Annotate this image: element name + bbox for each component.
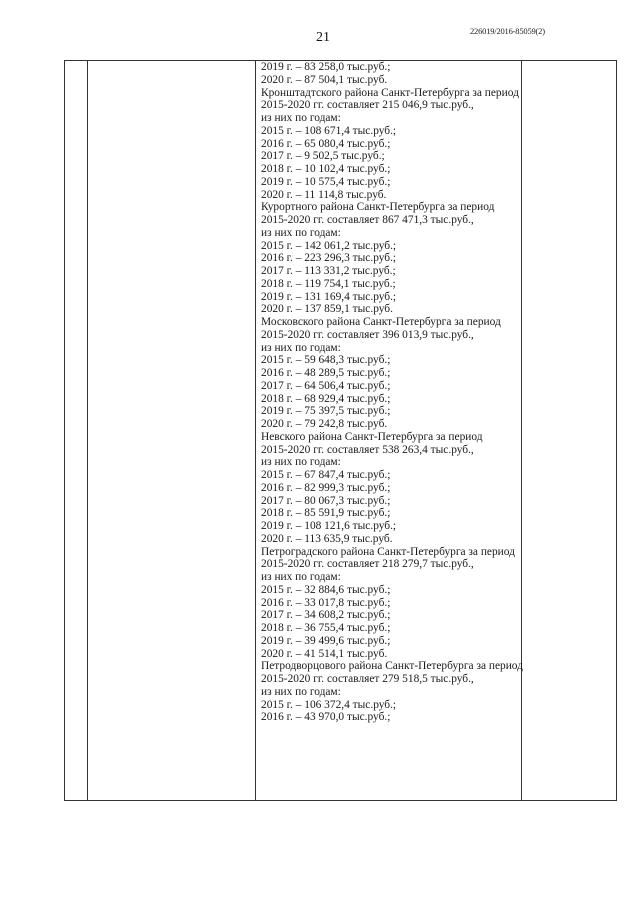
text-line: 2015 г. – 142 061,2 тыс.руб.; [261,239,397,252]
text-line: 2018 г. – 85 591,9 тыс.руб.; [261,507,391,520]
text-line: 2015-2020 гг. составляет 215 046,9 тыс.руб., [261,99,474,112]
text-line: 2019 г. – 131 169,4 тыс.руб.; [261,290,397,303]
text-line: из них по годам: [261,571,341,583]
text-line: 2018 г. – 68 929,4 тыс.руб.; [261,392,391,405]
text-line: 2019 г. – 39 499,6 тыс.руб.; [261,634,391,647]
text-line: из них по годам: [261,341,341,354]
funding-text-cell [261,61,523,724]
text-line: 2020 г. – 79 242,8 тыс.руб. [261,418,388,430]
text-line: 2020 г. – 11 114,8 тыс.руб. [261,188,387,201]
text-line: 2017 г. – 9 502,5 тыс.руб.; [261,150,385,163]
text-line: 2020 г. – 137 859,1 тыс.руб. [261,303,393,316]
document-id: 226019/2016-85059(2) [470,26,545,36]
page-number: 21 [316,30,330,45]
text-line: 2015-2020 гг. составляет 279 518,5 тыс.руб., [261,673,474,685]
text-line: 2018 г. – 10 102,4 тыс.руб.; [261,163,391,175]
text-line: 2020 г. – 41 514,1 тыс.руб. [261,647,388,660]
text-line: из них по годам: [261,112,341,124]
text-line: 2015 г. – 59 648,3 тыс.руб.; [261,354,391,367]
text-line: 2015 г. – 67 847,4 тыс.руб.; [261,469,391,481]
text-line: 2019 г. – 108 121,6 тыс.руб.; [261,520,397,532]
budget-table [64,60,617,801]
text-line: 2019 г. – 83 258,0 тыс.руб.; [261,61,391,73]
text-line: 2016 г. – 48 289,5 тыс.руб.; [261,367,391,379]
text-line: 2017 г. – 64 506,4 тыс.руб.; [261,379,391,392]
text-line: 2017 г. – 80 067,3 тыс.руб.; [261,494,391,507]
text-line: 2018 г. – 36 755,4 тыс.руб.; [261,622,391,634]
text-line: 2015-2020 гг. составляет 867 471,3 тыс.руб., [261,214,474,226]
text-line: Петродворцового района Санкт-Петербурга за период [261,660,523,673]
text-line: из них по годам: [261,456,341,469]
text-line: Петроградского района Санкт-Петербурга за период [261,545,515,558]
text-line: 2019 г. – 75 397,5 тыс.руб.; [261,405,391,418]
text-line: 2018 г. – 119 754,1 тыс.руб.; [261,277,396,290]
text-line: Кронштадтского района Санкт-Петербурга за период [261,86,519,99]
text-line: 2020 г. – 87 504,1 тыс.руб. [261,73,388,86]
text-line: из них по годам: [261,685,341,698]
text-line: 2015 г. – 108 671,4 тыс.руб.; [261,124,397,137]
column-divider [255,61,256,800]
text-line: 2016 г. – 43 970,0 тыс.руб.; [261,711,391,724]
text-line: 2019 г. – 10 575,4 тыс.руб.; [261,175,391,188]
text-line: из них по годам: [261,226,341,239]
text-line: Московского района Санкт-Петербурга за период [261,316,501,328]
text-line: 2020 г. – 113 635,9 тыс.руб. [261,532,393,545]
text-line: 2015-2020 гг. составляет 396 013,9 тыс.руб., [261,328,474,341]
text-line: 2016 г. – 223 296,3 тыс.руб.; [261,252,397,265]
text-line: 2015-2020 гг. составляет 538 263,4 тыс.руб., [261,443,474,456]
text-line: 2015 г. – 106 372,4 тыс.руб.; [261,698,397,711]
text-line: 2017 г. – 113 331,2 тыс.руб.; [261,265,396,277]
text-line: 2016 г. – 82 999,3 тыс.руб.; [261,481,391,494]
text-line: 2016 г. – 33 017,8 тыс.руб.; [261,596,391,609]
text-line: 2015 г. – 32 884,6 тыс.руб.; [261,583,391,596]
text-line: Невского района Санкт-Петербурга за период [261,430,483,443]
text-line: 2016 г. – 65 080,4 тыс.руб.; [261,137,391,150]
column-divider [87,61,88,800]
text-line: 2017 г. – 34 608,2 тыс.руб.; [261,609,391,622]
text-line: 2015-2020 гг. составляет 218 279,7 тыс.руб., [261,558,474,571]
text-line: Курортного района Санкт-Петербурга за период [261,201,495,214]
